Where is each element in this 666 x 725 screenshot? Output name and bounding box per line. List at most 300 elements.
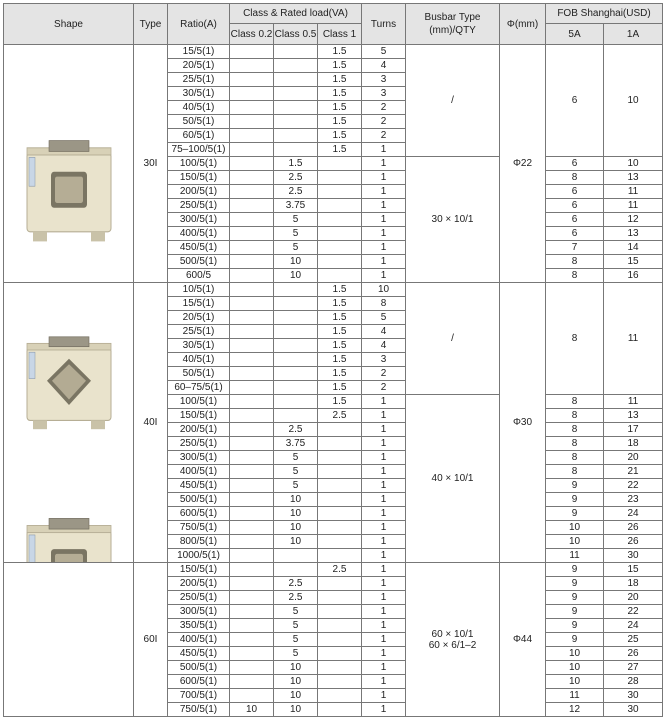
- price-5a-cell: 9: [546, 605, 604, 619]
- class05-cell: [274, 143, 318, 157]
- ratio-cell: 40/5(1): [168, 101, 230, 115]
- class1-cell: 1.5: [318, 367, 362, 381]
- class02-cell: [230, 45, 274, 59]
- header-busbar-line1: Busbar Type: [424, 12, 481, 23]
- header-fob-5a: 5A: [546, 24, 604, 45]
- turns-cell: 1: [362, 549, 406, 563]
- price-5a-cell: 10: [546, 675, 604, 689]
- turns-cell: 3: [362, 353, 406, 367]
- price-1a-cell: 27: [604, 661, 663, 675]
- price-5a-cell: 11: [546, 549, 604, 563]
- class1-cell: [318, 521, 362, 535]
- class02-cell: [230, 269, 274, 283]
- busbar-line: /: [451, 333, 454, 344]
- header-class1: Class 1: [318, 24, 362, 45]
- ratio-cell: 150/5(1): [168, 409, 230, 423]
- header-fob: FOB Shanghai(USD): [546, 4, 663, 24]
- price-1a-cell: 13: [604, 171, 663, 185]
- class05-cell: [274, 87, 318, 101]
- turns-cell: 1: [362, 479, 406, 493]
- class02-cell: [230, 129, 274, 143]
- class05-cell: 2.5: [274, 171, 318, 185]
- price-5a-cell: 10: [546, 661, 604, 675]
- class1-cell: 1.5: [318, 395, 362, 409]
- turns-cell: 1: [362, 535, 406, 549]
- price-5a-cell: 6: [546, 199, 604, 213]
- turns-cell: 1: [362, 157, 406, 171]
- ratio-cell: 150/5(1): [168, 171, 230, 185]
- price-1a-cell: 11: [604, 395, 663, 409]
- turns-cell: 1: [362, 171, 406, 185]
- class02-cell: [230, 507, 274, 521]
- ratio-cell: 350/5(1): [168, 619, 230, 633]
- ratio-cell: 300/5(1): [168, 213, 230, 227]
- class02-cell: [230, 535, 274, 549]
- price-1a-cell: 30: [604, 689, 663, 703]
- ratio-cell: 600/5: [168, 269, 230, 283]
- price-5a-cell: 8: [546, 423, 604, 437]
- price-1a-cell: 24: [604, 619, 663, 633]
- class1-cell: [318, 451, 362, 465]
- class05-cell: 2.5: [274, 591, 318, 605]
- turns-cell: 1: [362, 633, 406, 647]
- class02-cell: [230, 409, 274, 423]
- class02-cell: [230, 675, 274, 689]
- class02-cell: [230, 549, 274, 563]
- turns-cell: 1: [362, 255, 406, 269]
- table-row: [4, 283, 663, 297]
- turns-cell: 1: [362, 199, 406, 213]
- class05-cell: [274, 73, 318, 87]
- shape-cell: [4, 283, 134, 563]
- turns-cell: 1: [362, 647, 406, 661]
- shape-image-area: [4, 283, 133, 562]
- class1-cell: [318, 549, 362, 563]
- class02-cell: [230, 297, 274, 311]
- class1-cell: [318, 185, 362, 199]
- ratio-cell: 75–100/5(1): [168, 143, 230, 157]
- class1-cell: [318, 619, 362, 633]
- class05-cell: [274, 115, 318, 129]
- price-5a-cell: 6: [546, 157, 604, 171]
- class1-cell: 1.5: [318, 283, 362, 297]
- ratio-cell: 250/5(1): [168, 437, 230, 451]
- ratio-cell: 60/5(1): [168, 129, 230, 143]
- busbar-line: 60 × 6/1–2: [428, 639, 477, 651]
- price-1a-cell: 18: [604, 437, 663, 451]
- class02-cell: [230, 115, 274, 129]
- header-shape: Shape: [4, 4, 134, 45]
- busbar-line: /: [451, 95, 454, 106]
- ratio-cell: 60–75/5(1): [168, 381, 230, 395]
- header-turns: Turns: [362, 4, 406, 45]
- class02-cell: [230, 73, 274, 87]
- turns-cell: 1: [362, 395, 406, 409]
- class05-cell: [274, 101, 318, 115]
- class05-cell: [274, 283, 318, 297]
- ratio-cell: 100/5(1): [168, 395, 230, 409]
- turns-cell: 4: [362, 339, 406, 353]
- class02-cell: [230, 255, 274, 269]
- price-5a-cell: 8: [546, 409, 604, 423]
- class02-cell: [230, 605, 274, 619]
- price-5a-cell: 9: [546, 619, 604, 633]
- phi-cell: Φ44: [500, 563, 546, 717]
- table-row: [4, 563, 663, 577]
- price-5a-cell: 7: [546, 241, 604, 255]
- class02-cell: [230, 157, 274, 171]
- price-5a-cell: 6: [546, 227, 604, 241]
- class05-cell: [274, 395, 318, 409]
- spec-table: [3, 3, 663, 717]
- class05-cell: 3.75: [274, 199, 318, 213]
- class05-cell: 5: [274, 227, 318, 241]
- class1-cell: [318, 633, 362, 647]
- ratio-cell: 500/5(1): [168, 493, 230, 507]
- class02-cell: [230, 367, 274, 381]
- class02-cell: [230, 423, 274, 437]
- turns-cell: 3: [362, 87, 406, 101]
- turns-cell: 2: [362, 115, 406, 129]
- busbar-cell: [406, 283, 500, 395]
- busbar-cell: [406, 157, 500, 283]
- price-5a-cell: 8: [546, 171, 604, 185]
- turns-cell: 1: [362, 563, 406, 577]
- price-1a-cell: 30: [604, 703, 663, 717]
- price-5a-cell: 8: [546, 269, 604, 283]
- price-1a-cell: 11: [604, 283, 663, 395]
- turns-cell: 1: [362, 437, 406, 451]
- class1-cell: 2.5: [318, 563, 362, 577]
- turns-cell: 1: [362, 507, 406, 521]
- ratio-cell: 400/5(1): [168, 227, 230, 241]
- price-5a-cell: 6: [546, 185, 604, 199]
- turns-cell: 1: [362, 661, 406, 675]
- ratio-cell: 30/5(1): [168, 87, 230, 101]
- class05-cell: 1.5: [274, 157, 318, 171]
- class05-cell: 5: [274, 213, 318, 227]
- class05-cell: 5: [274, 241, 318, 255]
- class05-cell: [274, 325, 318, 339]
- class05-cell: 10: [274, 703, 318, 717]
- price-5a-cell: 9: [546, 591, 604, 605]
- class1-cell: [318, 577, 362, 591]
- class05-cell: [274, 311, 318, 325]
- ratio-cell: 150/5(1): [168, 563, 230, 577]
- ratio-cell: 600/5(1): [168, 507, 230, 521]
- busbar-line: 30 × 10/1: [431, 214, 474, 225]
- price-5a-cell: 9: [546, 577, 604, 591]
- turns-cell: 2: [362, 367, 406, 381]
- price-1a-cell: 24: [604, 507, 663, 521]
- phi-cell: Φ22: [500, 45, 546, 283]
- busbar-cell: [406, 563, 500, 717]
- class05-cell: [274, 129, 318, 143]
- class1-cell: [318, 493, 362, 507]
- class05-cell: 5: [274, 465, 318, 479]
- turns-cell: 3: [362, 73, 406, 87]
- class05-cell: 2.5: [274, 423, 318, 437]
- class1-cell: 1.5: [318, 339, 362, 353]
- ratio-cell: 450/5(1): [168, 241, 230, 255]
- header-busbar: [406, 4, 500, 45]
- header-ratio: Ratio(A): [168, 4, 230, 45]
- class02-cell: [230, 395, 274, 409]
- ratio-cell: 200/5(1): [168, 185, 230, 199]
- turns-cell: 1: [362, 591, 406, 605]
- ratio-cell: 200/5(1): [168, 577, 230, 591]
- class05-cell: [274, 339, 318, 353]
- class02-cell: [230, 213, 274, 227]
- class02-cell: [230, 619, 274, 633]
- turns-cell: 1: [362, 409, 406, 423]
- class1-cell: [318, 227, 362, 241]
- class02-cell: [230, 689, 274, 703]
- price-1a-cell: 26: [604, 647, 663, 661]
- turns-cell: 2: [362, 381, 406, 395]
- price-5a-cell: 8: [546, 395, 604, 409]
- class1-cell: [318, 675, 362, 689]
- shape-cell: [4, 563, 134, 717]
- price-5a-cell: 8: [546, 451, 604, 465]
- turns-cell: 1: [362, 521, 406, 535]
- class1-cell: 2.5: [318, 409, 362, 423]
- shape-cell: [4, 45, 134, 283]
- class02-cell: [230, 591, 274, 605]
- price-1a-cell: 20: [604, 591, 663, 605]
- class1-cell: [318, 507, 362, 521]
- price-5a-cell: 8: [546, 283, 604, 395]
- phi-cell: Φ30: [500, 283, 546, 563]
- class05-cell: 10: [274, 535, 318, 549]
- price-5a-cell: 8: [546, 255, 604, 269]
- ratio-cell: 30/5(1): [168, 339, 230, 353]
- ratio-cell: 500/5(1): [168, 661, 230, 675]
- class1-cell: [318, 241, 362, 255]
- price-5a-cell: 12: [546, 703, 604, 717]
- turns-cell: 1: [362, 577, 406, 591]
- ratio-cell: 25/5(1): [168, 325, 230, 339]
- current-transformer-icon: [19, 509, 119, 563]
- price-5a-cell: 9: [546, 563, 604, 577]
- class05-cell: 5: [274, 479, 318, 493]
- class02-cell: [230, 521, 274, 535]
- price-5a-cell: 8: [546, 437, 604, 451]
- turns-cell: 1: [362, 269, 406, 283]
- turns-cell: 1: [362, 451, 406, 465]
- class05-cell: [274, 59, 318, 73]
- class02-cell: [230, 633, 274, 647]
- class1-cell: 1.5: [318, 115, 362, 129]
- price-5a-cell: 9: [546, 507, 604, 521]
- price-1a-cell: 28: [604, 675, 663, 689]
- header-class02: Class 0.2: [230, 24, 274, 45]
- class02-cell: 10: [230, 703, 274, 717]
- class05-cell: 3.75: [274, 437, 318, 451]
- price-1a-cell: 13: [604, 227, 663, 241]
- class02-cell: [230, 325, 274, 339]
- turns-cell: 1: [362, 493, 406, 507]
- class1-cell: [318, 157, 362, 171]
- price-1a-cell: 11: [604, 199, 663, 213]
- ratio-cell: 25/5(1): [168, 73, 230, 87]
- ratio-cell: 20/5(1): [168, 311, 230, 325]
- price-1a-cell: 15: [604, 255, 663, 269]
- ratio-cell: 750/5(1): [168, 703, 230, 717]
- class05-cell: 10: [274, 689, 318, 703]
- class05-cell: 2.5: [274, 577, 318, 591]
- class1-cell: 1.5: [318, 353, 362, 367]
- class05-cell: 5: [274, 451, 318, 465]
- price-1a-cell: 11: [604, 185, 663, 199]
- turns-cell: 2: [362, 101, 406, 115]
- busbar-cell: [406, 45, 500, 157]
- class1-cell: [318, 171, 362, 185]
- header-fob-1a: 1A: [604, 24, 663, 45]
- ratio-cell: 15/5(1): [168, 297, 230, 311]
- class05-cell: 10: [274, 255, 318, 269]
- class02-cell: [230, 227, 274, 241]
- price-1a-cell: 16: [604, 269, 663, 283]
- class05-cell: 10: [274, 269, 318, 283]
- class05-cell: [274, 367, 318, 381]
- price-1a-cell: 14: [604, 241, 663, 255]
- price-1a-cell: 10: [604, 45, 663, 157]
- class05-cell: 10: [274, 675, 318, 689]
- class05-cell: 10: [274, 493, 318, 507]
- turns-cell: 1: [362, 185, 406, 199]
- shape-image-area: [4, 563, 133, 716]
- turns-cell: 8: [362, 297, 406, 311]
- ratio-cell: 400/5(1): [168, 633, 230, 647]
- class1-cell: 1.5: [318, 129, 362, 143]
- price-5a-cell: 10: [546, 535, 604, 549]
- price-5a-cell: 9: [546, 633, 604, 647]
- class02-cell: [230, 437, 274, 451]
- class05-cell: 2.5: [274, 185, 318, 199]
- class1-cell: [318, 591, 362, 605]
- busbar-cell: [406, 395, 500, 563]
- table-body: [4, 45, 663, 717]
- header-class05: Class 0.5: [274, 24, 318, 45]
- turns-cell: 1: [362, 675, 406, 689]
- price-5a-cell: 9: [546, 493, 604, 507]
- price-1a-cell: 25: [604, 633, 663, 647]
- class05-cell: [274, 45, 318, 59]
- class05-cell: 10: [274, 661, 318, 675]
- class02-cell: [230, 647, 274, 661]
- header-type: Type: [134, 4, 168, 45]
- header-busbar-line2: (mm)/QTY: [429, 25, 476, 36]
- class1-cell: [318, 703, 362, 717]
- shape-image-area: [4, 45, 133, 282]
- class1-cell: [318, 423, 362, 437]
- turns-cell: 1: [362, 213, 406, 227]
- class02-cell: [230, 311, 274, 325]
- price-5a-cell: 10: [546, 647, 604, 661]
- class1-cell: [318, 269, 362, 283]
- class02-cell: [230, 479, 274, 493]
- turns-cell: 4: [362, 325, 406, 339]
- ratio-cell: 300/5(1): [168, 605, 230, 619]
- price-5a-cell: 9: [546, 479, 604, 493]
- class02-cell: [230, 577, 274, 591]
- ratio-cell: 50/5(1): [168, 115, 230, 129]
- class05-cell: [274, 353, 318, 367]
- class02-cell: [230, 353, 274, 367]
- type-cell: 30I: [134, 45, 168, 283]
- class02-cell: [230, 199, 274, 213]
- class1-cell: 1.5: [318, 87, 362, 101]
- price-1a-cell: 17: [604, 423, 663, 437]
- busbar-line: 60 × 10/1: [431, 628, 474, 640]
- price-1a-cell: 30: [604, 549, 663, 563]
- class1-cell: 1.5: [318, 59, 362, 73]
- turns-cell: 5: [362, 45, 406, 59]
- price-1a-cell: 26: [604, 535, 663, 549]
- class1-cell: 1.5: [318, 73, 362, 87]
- turns-cell: 1: [362, 241, 406, 255]
- ratio-cell: 450/5(1): [168, 479, 230, 493]
- class05-cell: [274, 297, 318, 311]
- class1-cell: [318, 465, 362, 479]
- turns-cell: 1: [362, 143, 406, 157]
- turns-cell: 10: [362, 283, 406, 297]
- ratio-cell: 300/5(1): [168, 451, 230, 465]
- price-5a-cell: 11: [546, 689, 604, 703]
- ratio-cell: 700/5(1): [168, 689, 230, 703]
- ratio-cell: 500/5(1): [168, 255, 230, 269]
- price-5a-cell: 8: [546, 465, 604, 479]
- turns-cell: 1: [362, 689, 406, 703]
- type-cell: 60I: [134, 563, 168, 717]
- class1-cell: 1.5: [318, 45, 362, 59]
- ratio-cell: 20/5(1): [168, 59, 230, 73]
- class05-cell: 5: [274, 605, 318, 619]
- class1-cell: 1.5: [318, 325, 362, 339]
- price-1a-cell: 18: [604, 577, 663, 591]
- turns-cell: 1: [362, 605, 406, 619]
- ratio-cell: 40/5(1): [168, 353, 230, 367]
- price-1a-cell: 15: [604, 563, 663, 577]
- price-5a-cell: 10: [546, 521, 604, 535]
- turns-cell: 1: [362, 423, 406, 437]
- ratio-cell: 1000/5(1): [168, 549, 230, 563]
- ratio-cell: 400/5(1): [168, 465, 230, 479]
- class05-cell: [274, 563, 318, 577]
- price-1a-cell: 12: [604, 213, 663, 227]
- class02-cell: [230, 171, 274, 185]
- class1-cell: [318, 199, 362, 213]
- turns-cell: 2: [362, 129, 406, 143]
- current-transformer-icon: [19, 328, 119, 438]
- price-5a-cell: 6: [546, 213, 604, 227]
- class1-cell: [318, 535, 362, 549]
- price-1a-cell: 13: [604, 409, 663, 423]
- busbar-line: 40 × 10/1: [431, 473, 474, 484]
- turns-cell: 1: [362, 227, 406, 241]
- class02-cell: [230, 87, 274, 101]
- ratio-cell: 250/5(1): [168, 591, 230, 605]
- price-1a-cell: 21: [604, 465, 663, 479]
- ratio-cell: 10/5(1): [168, 283, 230, 297]
- class02-cell: [230, 283, 274, 297]
- turns-cell: 1: [362, 619, 406, 633]
- type-cell: 40I: [134, 283, 168, 563]
- class1-cell: [318, 479, 362, 493]
- class05-cell: [274, 549, 318, 563]
- turns-cell: 5: [362, 311, 406, 325]
